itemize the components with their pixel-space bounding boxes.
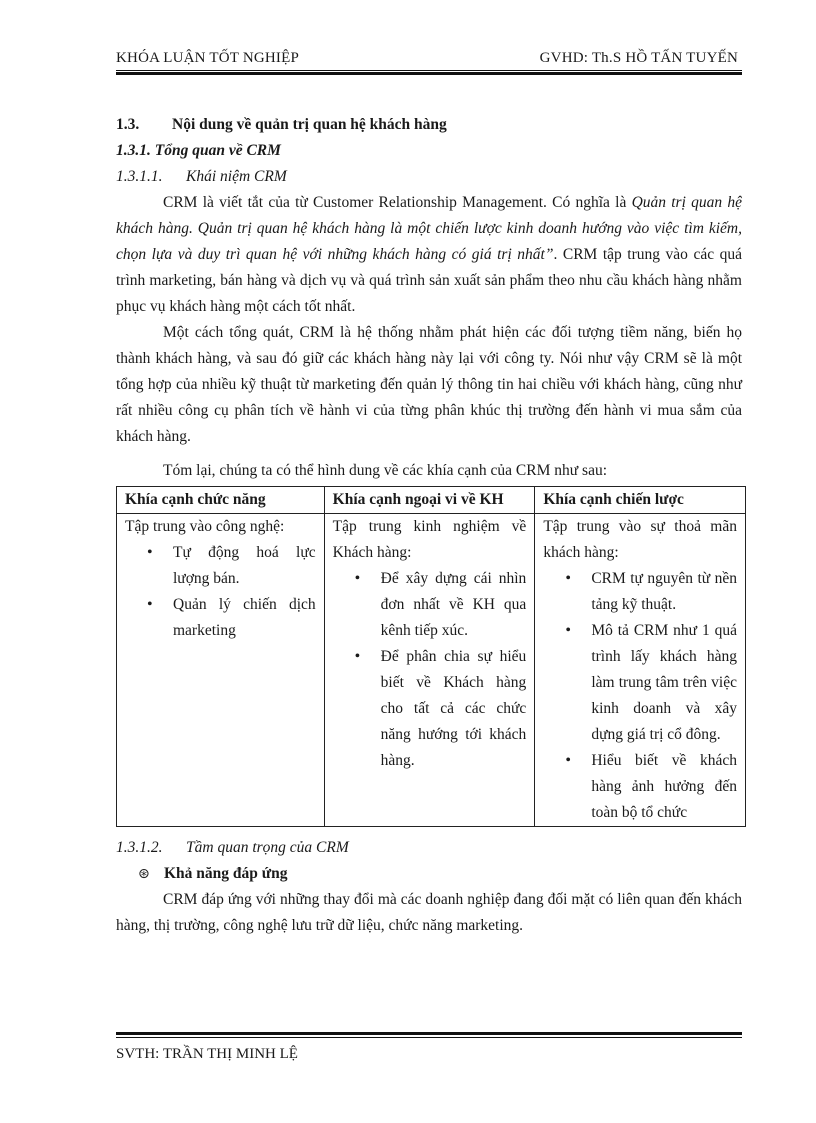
footer-rule-thick: [116, 1032, 742, 1035]
section-heading: [116, 112, 742, 138]
paragraph-summary: Tóm lại, chúng ta có thể hình dung về các khía cạnh của CRM như sau:: [163, 462, 608, 479]
para1-part-a: CRM là viết tắt của từ Customer Relationship Management. Có nghĩa là: [163, 194, 632, 211]
cell-intro: Tập trung vào công nghệ:: [125, 518, 285, 535]
section-number: 1.3.: [116, 116, 140, 133]
subsection-heading: 1.3.1. Tổng quan về CRM: [116, 142, 281, 159]
cell-list: [125, 540, 316, 644]
table-cell-functional: [117, 514, 325, 827]
bullet-heading-text: Khả năng đáp ứng: [164, 865, 288, 882]
table-header-row: [117, 487, 746, 514]
page-header: [116, 46, 742, 68]
list-item: • Hiểu biết về khách hàng ảnh hưởng đến toàn bộ tổ chức: [591, 748, 737, 826]
list-item: • Để phân chia sự hiểu biết về Khách hàng cho tất cả các chức năng hướng tới khách hàng.: [381, 644, 527, 774]
sub1-heading: [116, 164, 742, 190]
list-item: • Để xây dựng cái nhìn đơn nhất về KH qua kênh tiếp xúc.: [381, 566, 527, 644]
table-row: [117, 514, 746, 827]
table-cell-customer: [324, 514, 535, 827]
list-item: • Quản lý chiến dịch marketing: [173, 592, 316, 644]
page-body: [116, 112, 742, 939]
sub2-title: Tầm quan trọng của CRM: [186, 839, 349, 856]
list-item: • Mô tả CRM như 1 quá trình lấy khách hàng làm trung tâm trên việc kinh doanh và xây dựng giá trị cổ đông.: [591, 618, 737, 748]
sub1-number: 1.3.1.1.: [116, 168, 163, 185]
paragraph-overview: Một cách tổng quát, CRM là hệ thống nhằm phát hiện các đối tượng tiềm năng, biến họ thành khách hàng, và sau đó giữ các khách hàng này lại với công ty. Nói như vậy CRM sẽ là một tổng hợp của nhiều kỹ thuật từ marketing đến quản lý thông tin hai chiều với khách hàng, cũng như rất nhiều công cụ phân tích về hành vi của từng phân khúc thị trường đến hành vi mua sắm của khách hàng.: [116, 324, 742, 445]
asterisk-circle-icon: ⊛: [138, 866, 150, 882]
table-header-cell: Khía cạnh chiến lược: [535, 487, 746, 514]
header-rule-thick: [116, 72, 742, 75]
paragraph-responsiveness: CRM đáp ứng với những thay đổi mà các doanh nghiệp đang đối mặt có liên quan đến khách hàng, thị trường, công nghệ lưu trữ dữ liệu, chức năng marketing.: [116, 891, 742, 934]
cell-list: [543, 566, 737, 826]
paragraph-definition: [116, 190, 742, 320]
footer-rule-thin: [116, 1037, 742, 1038]
header-supervisor: GVHD: Th.S HỒ TẤN TUYẾN: [539, 50, 738, 66]
table-cell-strategic: [535, 514, 746, 827]
cell-list: [333, 566, 527, 774]
sub2-number: 1.3.1.2.: [116, 839, 163, 856]
header-course-title: KHÓA LUẬN TỐT NGHIỆP: [116, 50, 300, 66]
sub1-title: Khái niệm CRM: [186, 168, 287, 185]
table-header-cell: Khía cạnh ngoại vi về KH: [324, 487, 535, 514]
sub2-heading: [116, 835, 742, 861]
list-item: • CRM tự nguyên từ nền tảng kỹ thuật.: [591, 566, 737, 618]
list-item: • Tự động hoá lực lượng bán.: [173, 540, 316, 592]
cell-intro: Tập trung kinh nghiệm về Khách hàng:: [332, 518, 527, 561]
para1-part-c: . CRM tập trung vào các quá trình marketing, bán hàng và dịch vụ và quá trình sản xuất sản phẩm theo nhu cầu khách hàng nhằm phục vụ khách hàng một cách tốt nhất.: [116, 246, 742, 315]
bullet-heading: [116, 861, 742, 887]
crm-aspects-table: [116, 486, 746, 827]
para1-part-b: Quản trị quan hệ khách hàng. Quản trị quan hệ khách hàng là một chiến lược kinh doanh hướng vào việc tìm kiếm, chọn lựa và duy trì quan hệ với những khách hàng có giá trị nhất”: [116, 194, 742, 263]
cell-intro: Tập trung vào sự thoả mãn khách hàng:: [543, 518, 737, 561]
header-rule-thin: [116, 70, 742, 71]
page-footer: SVTH: TRẦN THỊ MINH LỆ: [116, 1046, 298, 1062]
section-title: Nội dung về quản trị quan hệ khách hàng: [172, 116, 447, 133]
table-header-cell: Khía cạnh chức năng: [117, 487, 325, 514]
